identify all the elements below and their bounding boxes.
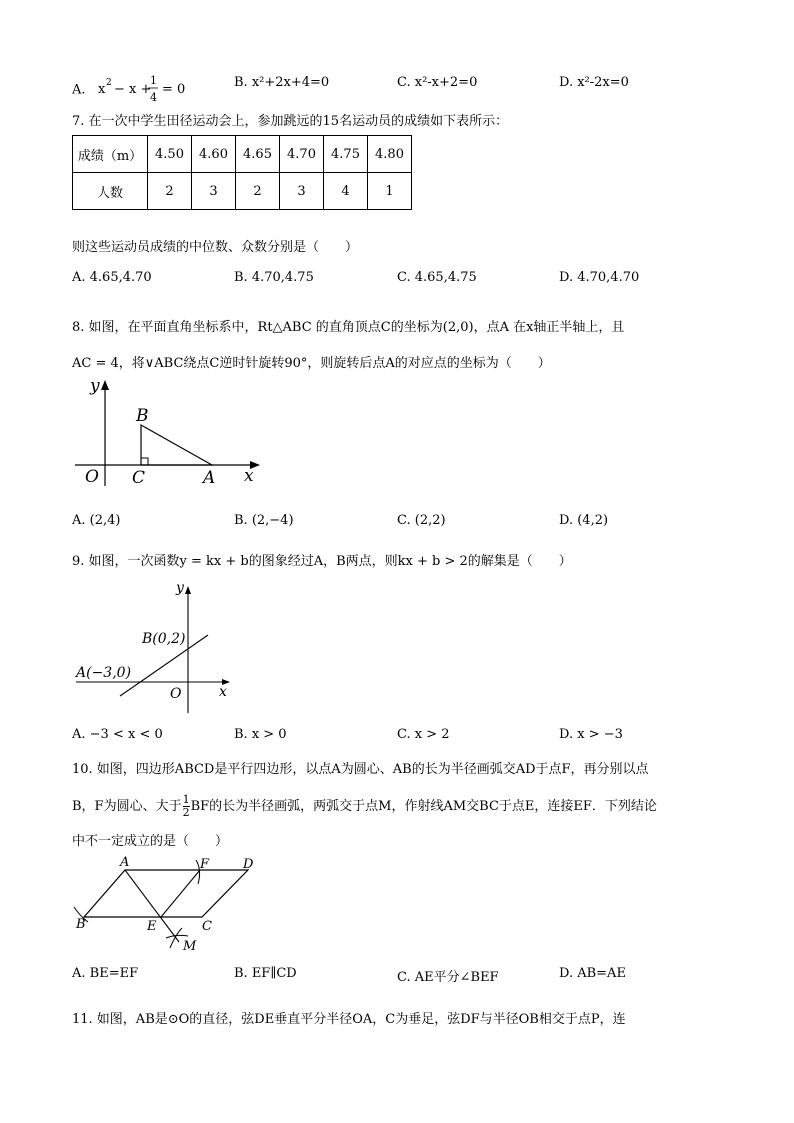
table-cell: 3: [192, 173, 236, 210]
table-header-count: 人数: [73, 173, 148, 210]
table-cell: 4.65: [236, 136, 280, 173]
q8-figure: [70, 374, 270, 490]
q9-option-c: C. x > 2: [397, 727, 450, 742]
q10-line3: 中不一定成立的是（ ）: [72, 834, 229, 849]
q8-option-a: A. (2,4): [72, 513, 121, 528]
q7-option-b: B. 4.70,4.75: [234, 270, 314, 285]
q10-label-m: M: [183, 939, 197, 954]
table-cell: 4.50: [148, 136, 192, 173]
table-cell: 3: [280, 173, 324, 210]
q8-option-c: C. (2,2): [397, 513, 446, 528]
q9-label-o: O: [170, 686, 182, 702]
q9-option-a: A. −3 < x < 0: [72, 727, 163, 742]
table-cell: 1: [368, 173, 412, 210]
q10-label-f: F: [200, 857, 210, 872]
q8-line1: 8. 如图，在平面直角坐标系中，Rt△ABC 的直角顶点C的坐标为(2,0)，点A 在x轴正半轴上，且: [72, 320, 625, 335]
q6-option-c: C. x²-x+2=0: [397, 75, 478, 90]
q6-option-b: B. x²+2x+4=0: [234, 75, 330, 90]
q8-label-x: x: [244, 466, 254, 486]
q10-label-e: E: [147, 919, 157, 934]
q7-stem: 7. 在一次中学生田径运动会上，参加跳远的15名运动员的成绩如下表所示：: [72, 114, 509, 129]
q10-line2: B，F为圆心、大于 $\frac{1}{2}$ BF的长为半径画弧，两弧交于点M，作射线AM交BC于点E，连接EF．下列结论: [72, 793, 657, 819]
q6-option-a-formula: [98, 72, 188, 108]
q8-label-a: A: [203, 468, 216, 488]
svg-text:4: 4: [149, 91, 157, 104]
table-cell: 4: [324, 173, 368, 210]
table-cell: 4.60: [192, 136, 236, 173]
q10-option-b: B. EF∥CD: [234, 966, 297, 981]
table-row: [73, 136, 412, 173]
q10-option-a: A. BE=EF: [72, 966, 139, 981]
table-row: [73, 173, 412, 210]
q11-line1: 11. 如图，AB是⊙O的直径，弦DE垂直平分半径OA，C为垂足，弦DF与半径OB相交于点P，连: [72, 1012, 626, 1027]
q10-fraction: $\frac{1}{2}$: [182, 793, 190, 819]
svg-text:2: 2: [105, 78, 112, 88]
q8-label-b: B: [136, 406, 149, 426]
q7-score-table: [72, 135, 412, 210]
q9-label-b: B(0,2): [142, 631, 186, 647]
svg-text:= 0: = 0: [161, 82, 185, 97]
q8-line2: AC = 4，将∨ABC绕点C逆时针旋转90°，则旋转后点A的对应点的坐标为（ ）: [72, 356, 551, 371]
q8-option-d: D. (4,2): [559, 513, 609, 528]
svg-text:1: 1: [149, 74, 157, 87]
q10-label-d: D: [243, 857, 254, 872]
q9-label-x: x: [219, 684, 227, 700]
table-cell: 2: [148, 173, 192, 210]
q10-label-a: A: [120, 855, 130, 870]
q6-option-d: D. x²-2x=0: [559, 75, 629, 90]
q8-label-o: O: [85, 467, 99, 487]
table-header-score: 成绩（m）: [73, 136, 148, 173]
q9-figure: [70, 576, 240, 716]
svg-text:− x +: − x +: [113, 82, 152, 97]
q10-label-b: B: [76, 917, 86, 932]
q10-option-c: C. AE平分∠BEF: [397, 970, 499, 985]
q9-option-b: B. x > 0: [234, 727, 287, 742]
q7-question: 则这些运动员成绩的中位数、众数分别是（ ）: [72, 240, 359, 255]
q8-option-b: B. (2,−4): [234, 513, 294, 528]
q7-option-d: D. 4.70,4.70: [559, 270, 640, 285]
q9-label-a: A(−3,0): [76, 665, 132, 681]
q10-line1: 10. 如图，四边形ABCD是平行四边形，以点A为圆心、AB的长为半径画弧交AD于点F，再分别以点: [72, 762, 649, 777]
table-cell: 4.80: [368, 136, 412, 173]
table-cell: 2: [236, 173, 280, 210]
table-cell: 4.70: [280, 136, 324, 173]
q6-option-a: A. x 2 − x + 1 4 = 0: [72, 72, 188, 108]
table-cell: 4.75: [324, 136, 368, 173]
q10-option-d: D. AB=AE: [559, 966, 626, 981]
q9-option-d: D. x > −3: [559, 727, 623, 742]
q7-option-c: C. 4.65,4.75: [397, 270, 477, 285]
q8-label-c: C: [132, 468, 146, 488]
q8-label-y: y: [90, 376, 100, 396]
q10-label-c: C: [202, 919, 212, 934]
q10-figure: [70, 852, 270, 956]
q9-stem: 9. 如图，一次函数y = kx + b的图象经过A，B两点，则kx + b > 2的解集是（ ）: [72, 554, 572, 569]
svg-text:x: x: [97, 82, 106, 97]
q9-label-y: y: [176, 580, 184, 596]
q7-option-a: A. 4.65,4.70: [72, 270, 152, 285]
